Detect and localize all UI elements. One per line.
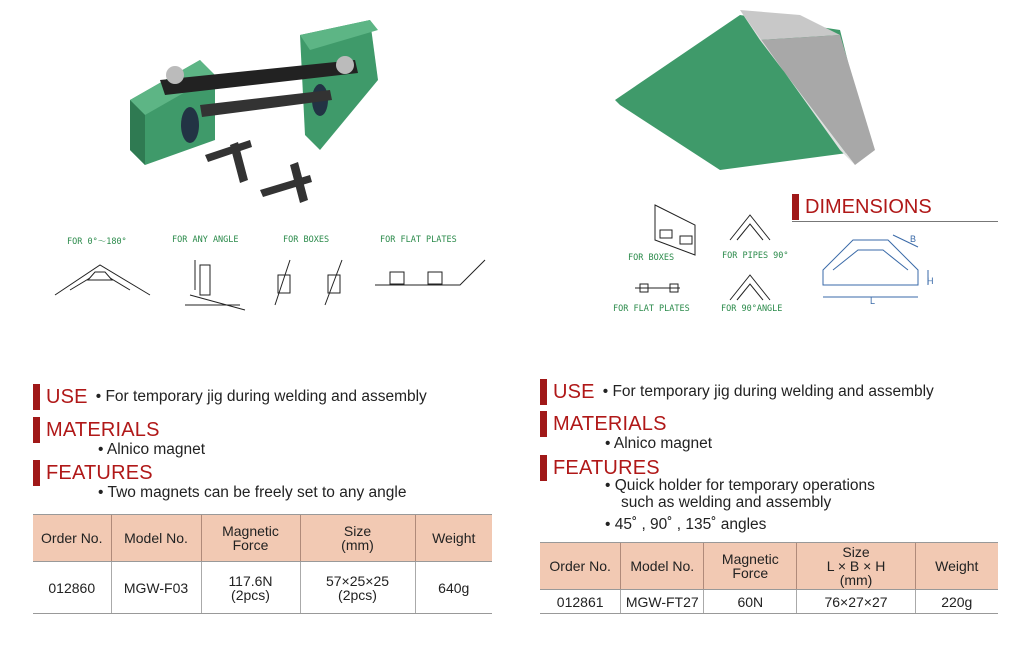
table-row: [540, 590, 998, 614]
diagram-label: FOR 0°～180°: [67, 237, 127, 247]
col-header: Size L × B × H (mm): [797, 543, 915, 590]
dimensions-rule: [792, 221, 998, 222]
col-header: Weight: [915, 543, 998, 590]
section-marker: [33, 384, 40, 410]
materials-section-right: [540, 411, 667, 437]
use-section-left: [33, 384, 427, 410]
col-header: Model No.: [621, 543, 704, 590]
use-text: • For temporary jig during welding and assembly: [95, 388, 427, 405]
cell-order-no: 012861: [540, 590, 621, 614]
features-heading: FEATURES: [46, 461, 153, 484]
cell-order-no: 012860: [33, 562, 111, 614]
features-heading: FEATURES: [553, 456, 660, 479]
section-marker: [33, 460, 40, 486]
cell-size: 57×25×25 (2pcs): [300, 562, 415, 614]
col-header: Order No.: [540, 543, 621, 590]
cell-weight: 640g: [415, 562, 492, 614]
section-marker: [792, 194, 799, 220]
cell-model-no: MGW-F03: [111, 562, 201, 614]
dim-label-b: B: [910, 234, 917, 244]
col-header: Magnetic Force: [201, 515, 300, 562]
cell-weight: 220g: [915, 590, 998, 614]
materials-heading: MATERIALS: [46, 418, 160, 441]
features-section-left: [33, 460, 153, 486]
col-header: Weight: [415, 515, 492, 562]
col-header: Order No.: [33, 515, 111, 562]
col-header: Model No.: [111, 515, 201, 562]
materials-heading: MATERIALS: [553, 412, 667, 435]
cell-size: 76×27×27: [797, 590, 915, 614]
cell-model-no: MGW-FT27: [621, 590, 704, 614]
diagram-label: FOR PIPES 90°: [722, 251, 789, 261]
section-marker: [540, 379, 547, 405]
materials-section-left: [33, 417, 160, 443]
dim-label-l: L: [870, 296, 876, 306]
materials-item: • Alnico magnet: [605, 435, 713, 452]
col-header: Magnetic Force: [704, 543, 797, 590]
table-row: [33, 562, 492, 614]
diagram-label: FOR BOXES: [283, 235, 330, 245]
diagram-label: FOR BOXES: [628, 253, 675, 263]
cell-force: 117.6N (2pcs): [201, 562, 300, 614]
section-marker: [540, 411, 547, 437]
use-case-diagrams-right: [625, 200, 790, 305]
diagram-label: FOR 90°ANGLE: [721, 304, 783, 314]
spec-table-left: [33, 514, 492, 614]
materials-item: • Alnico magnet: [98, 441, 206, 458]
product-photo-mgw-f03: [120, 5, 380, 210]
section-marker: [540, 455, 547, 481]
dimensions-heading: [792, 194, 932, 220]
dim-label-h: H: [927, 276, 934, 286]
use-section-right: [540, 379, 934, 405]
use-heading: USE: [553, 380, 595, 403]
cell-force: 60N: [704, 590, 797, 614]
features-item: • 45˚ , 90˚ , 135˚ angles: [605, 516, 767, 533]
use-case-diagrams-left: [50, 250, 490, 320]
features-item: • Quick holder for temporary operations: [605, 477, 875, 494]
dimensions-title: DIMENSIONS: [805, 195, 932, 218]
col-header: Size (mm): [300, 515, 415, 562]
section-marker: [33, 417, 40, 443]
diagram-label: FOR FLAT PLATES: [380, 235, 457, 245]
product-photo-mgw-ft27: [610, 0, 900, 175]
diagram-label: FOR ANY ANGLE: [172, 235, 239, 245]
use-heading: USE: [46, 385, 88, 408]
spec-table-right: [540, 542, 998, 614]
dimension-drawing: [818, 225, 940, 310]
features-item: • Two magnets can be freely set to any angle: [98, 484, 407, 501]
features-item: such as welding and assembly: [621, 494, 832, 511]
use-text: • For temporary jig during welding and assembly: [602, 383, 934, 400]
diagram-label: FOR FLAT PLATES: [613, 304, 690, 314]
